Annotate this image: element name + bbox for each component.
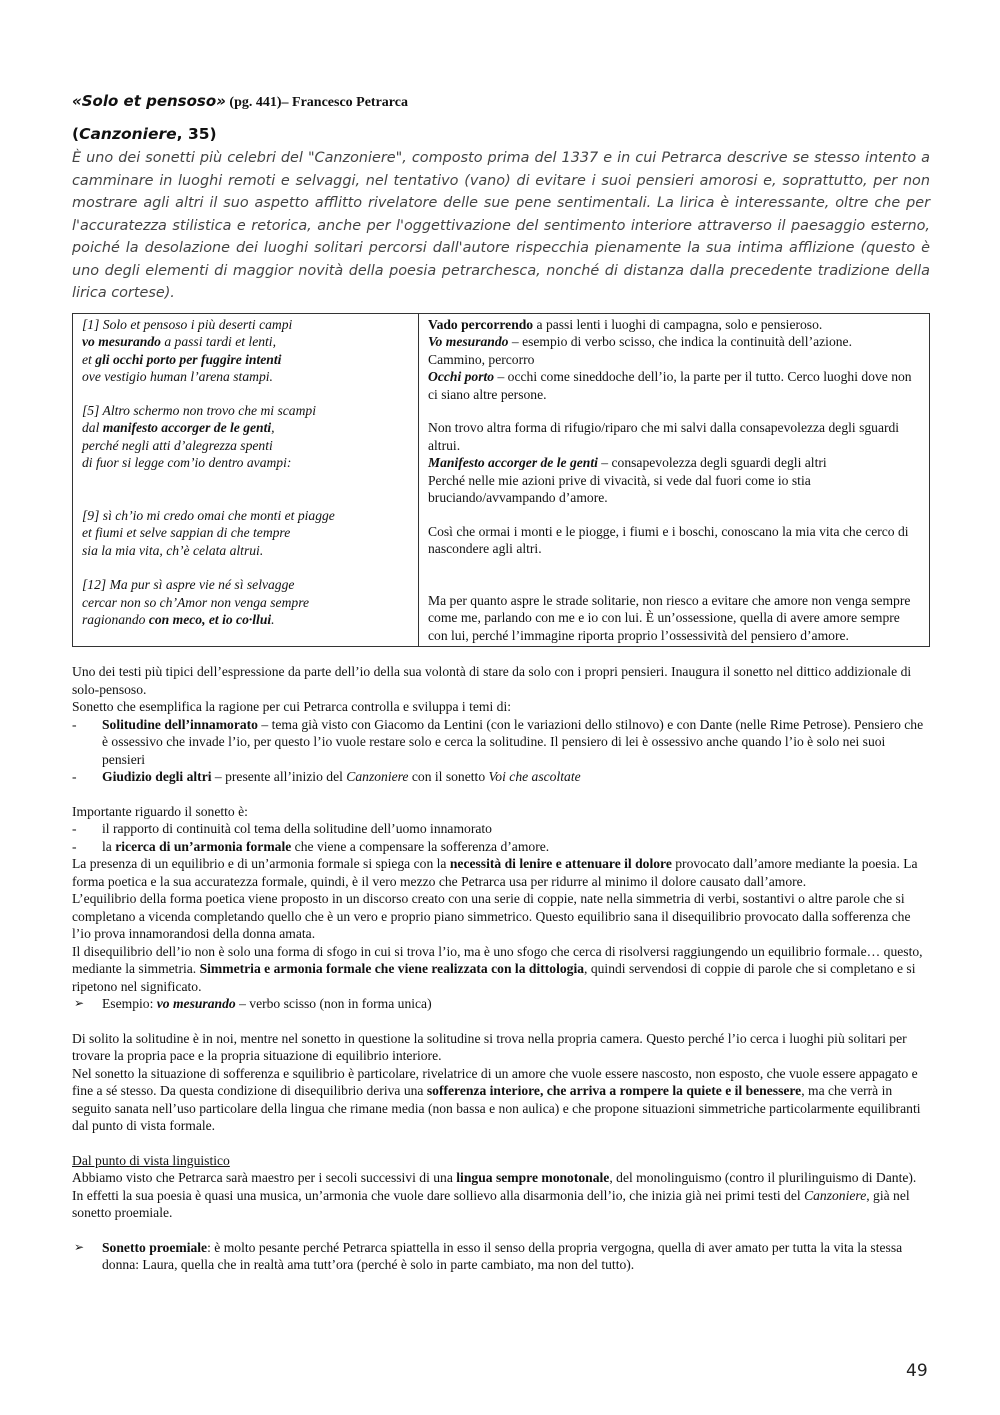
arrow-bullet-icon: ➢ bbox=[74, 996, 85, 1010]
stanza-2: [5] Altro schermo non trovo che mi scampi dal manifesto accorger de le genti, perché negli atti d’alegrezza spenti di fuor si legge com’io dentro avampi: bbox=[82, 402, 316, 470]
paragraph: Nel sonetto la situazione di sofferenza e squilibrio è particolare, rivelatrice di un amore che vuole essere nascosto, non esposto, che vuole essere appagato e fine a sé stesso. Da questa condizione di disequilibrio deriva una sofferenza interiore, che arriva a rompere la quiete e il benessere, ma che verrà in seguito sanata nell’uso particolare della lingua che rimane media (non bassa e non aulica) e che propone situazioni simmetriche particolarmente equilibranti dal punto di vista formale. bbox=[72, 1065, 921, 1133]
section-heading: Dal punto di vista linguistico bbox=[72, 1152, 230, 1168]
commentary-1: Vado percorrendo a passi lenti i luoghi di campagna, solo e pensieroso. Vo mesurando – esempio di verbo scisso, che indica la continuità dell’azione. Cammino, percorro Occhi porto – occhi come sineddoche dell’io, la parte per il tutto. Cerco luoghi dove non ci siano altre persone. bbox=[428, 316, 912, 402]
poem-source: (Canzoniere, 35) bbox=[72, 125, 217, 143]
document-title bbox=[72, 92, 930, 111]
paragraph: Il disequilibrio dell’io non è solo una forma di sfogo in cui si trova l’io, ma è uno sfogo che cerca di risolversi raggiungendo un equilibrio formale… questo, mediante la simmetria. Simmetria e armonia formale che viene realizzata con la dittologia, quindi servendosi di coppie di parole che si completano e si ripetono nel significato. bbox=[72, 943, 923, 994]
stanza-1: [1] Solo et pensoso i più deserti campi vo mesurando a passi tardi et lenti, et gli occhi porto per fuggire intenti ove vestigio human l’arena stampi. bbox=[82, 316, 293, 384]
poem-title: «Solo et pensoso» bbox=[72, 92, 226, 110]
stanza-3: [9] sì ch’io mi credo omai che monti et piagge et fiumi et selve sappian di che tempre sia la mia vita, ch’è celata altrui. bbox=[82, 507, 335, 558]
list-item: - Giudizio degli altri – presente all’inizio del Canzoniere con il sonetto Voi che ascoltate bbox=[72, 769, 581, 784]
poem-commentary-cell bbox=[419, 313, 930, 647]
arrow-bullet-icon: ➢ bbox=[74, 1239, 85, 1254]
intro-paragraph: È uno dei sonetti più celebri del "Canzoniere", composto prima del 1337 e in cui Petrarca descrive se stesso intento a camminare in luoghi remoti e selvaggi, nel tentativo (vano) di evitare i suoi pensieri amorosi e, soprattutto, per non mostrare agli altri il suo aspetto afflitto rivelatore delle sue pene sentimentali. La lirica è interessante, oltre che per l'accuratezza stilistica e retorica, anche per l'oggettivazione del sentimento interiore attraverso il paesaggio esterno, poiché la desolazione dei luoghi solitari percorsi dall'autore rispecchia pienamente la sua intima afflizione (questo è uno degli elementi di maggior novità della poesia petrarchesca, nonché di distanza dalla precedente tradizione della lirica cortese). bbox=[72, 150, 930, 301]
commentary-4: Ma per quanto aspre le strade solitarie, non riesco a evitare che amore non venga sempre come me, parlando con me e io con lui. È un’ossessione, quella di avere amore sempre con lui, perché l’immagine riporta proprio l’ossessività del pensiero d’amore. bbox=[428, 592, 911, 643]
table-row bbox=[73, 313, 930, 647]
page-reference: (pg. 441)– Francesco Petrarca bbox=[229, 95, 408, 110]
paragraph: Abbiamo visto che Petrarca sarà maestro per i secoli successivi di una lingua sempre monotonale, del monolinguismo (contro il plurilinguismo di Dante). In effetti la sua poesia è quasi una musica, un’armonia che vuole dare sollievo alla disarmonia dell’io, che inizia già nei primi testi del Canzoniere, già nel sonetto proemiale. bbox=[72, 1170, 917, 1220]
paragraph: L’equilibrio della forma poetica viene proposto in un discorso creato con una serie di coppie, nate nella simmetria di verbi, sostantivi o altre parole che si completano a vicenda completando quello che è un vero e proprio piano simmetrico. Questo equilibrio sana il disequilibrio provocato dalla sofferenza che l’io prova innamorandosi della donna amata. bbox=[72, 891, 911, 941]
poem-table bbox=[72, 313, 930, 648]
list-item: - Solitudine dell’innamorato – tema già visto con Giacomo da Lentini (con le variazioni dello stilnovo) e con Dante (nelle Rime Petrose). Pensiero che è ossessivo che invade l’io, per questo l’io vuole restare solo e cerca la solitudine. Il pensiero di lei è ossessivo anche quando l’io è solo nei suoi pensieri bbox=[72, 716, 924, 767]
document-page bbox=[72, 86, 930, 1274]
page-number: 49 bbox=[906, 1361, 928, 1381]
stanza-4: [12] Ma pur sì aspre vie né sì selvagge cercar non so ch’Amor non venga sempre ragionando con meco, et io co·llui. bbox=[82, 577, 310, 627]
example-item: ➢ Sonetto proemiale: è molto pesante perché Petrarca spiattella in esso il senso della propria vergogna, quella di aver amato per tutta la vita la stessa donna: Laura, quella che in realtà ama tutt’ora (perché è solo in parte cambiato, ma non del tutto). bbox=[74, 1239, 903, 1272]
paragraph: Di solito la solitudine è in noi, mentre nel sonetto in questione la solitudine si trova nella propria camera. Questo perché l’io cerca i luoghi più solitari per trovare la propria pace e la propria situazione di equilibrio interiore. bbox=[72, 1030, 907, 1063]
commentary-2: Non trovo altra forma di rifugio/riparo che mi salvi dalla consapevolezza degli sguardi altrui. Manifesto accorger de le genti – consapevolezza degli sguardi degli altri Perché nelle mie azioni prive di vivacità, si vede dal fuori come io stia bruciando/avvampando d’amore. bbox=[428, 420, 900, 505]
paragraph: Sonetto che esemplifica la ragione per cui Petrarca controlla e sviluppa i temi di: bbox=[72, 699, 511, 714]
poem-text-cell bbox=[73, 313, 419, 647]
paragraph: Uno dei testi più tipici dell’espressione da parte dell’io della sua volontà di stare da solo con i propri pensieri. Inaugura il sonetto nel dittico addizionale di solo-pensoso. bbox=[72, 664, 912, 697]
paragraph: La presenza di un equilibrio e di un’armonia formale si spiega con la necessità di lenire e attenuare il dolore provocato dall’amore mediante la poesia. La forma poetica e la sua accuratezza formale, quindi, è il vero mezzo che Petrarca usa per ridurre al minimo il dolore causato dall’amore. bbox=[72, 856, 918, 889]
example-item: ➢ Esempio: vo mesurando – verbo scisso (non in forma unica) bbox=[74, 996, 432, 1011]
paragraph: Importante riguardo il sonetto è: bbox=[72, 803, 248, 819]
commentary-3: Così che ormai i monti e le piogge, i fiumi e i boschi, conoscano la mia vita che cerco di nascondere agli altri. bbox=[428, 523, 909, 556]
list-item: - il rapporto di continuità col tema della solitudine dell’uomo innamorato bbox=[72, 821, 492, 836]
list-item: - la ricerca di un’armonia formale che viene a compensare la sofferenza d’amore. bbox=[72, 838, 550, 854]
notes-body bbox=[72, 663, 930, 1274]
